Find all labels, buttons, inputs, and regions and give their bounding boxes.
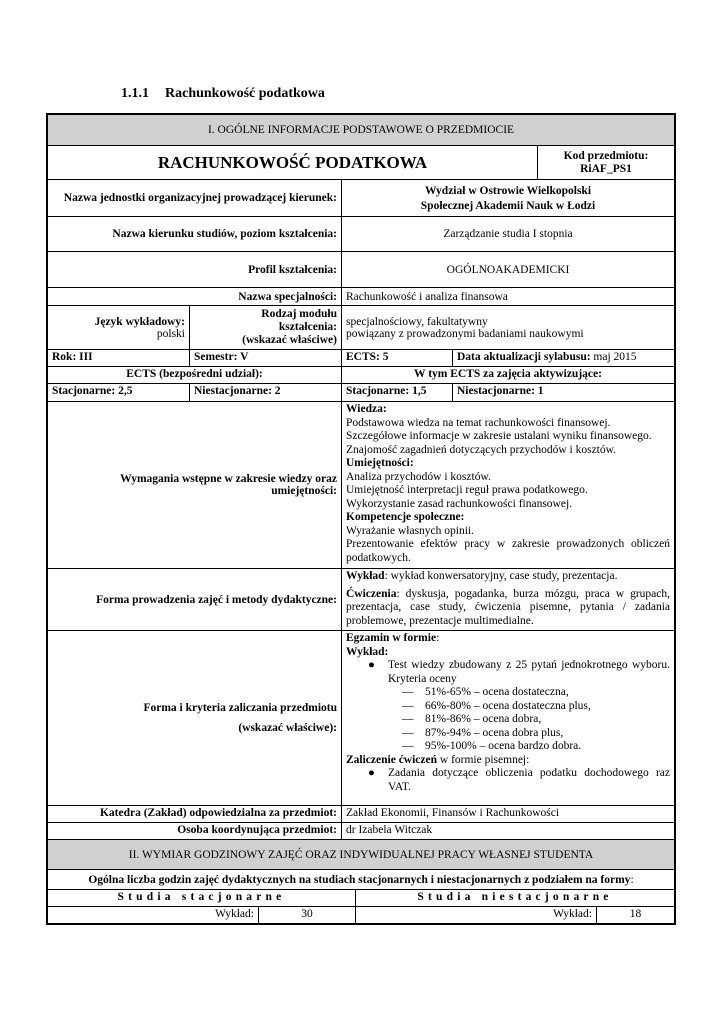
coordinator-label: Osoba koordynująca przedmiot: [177, 824, 337, 836]
test-text: Test wiedzy zbudowany z 25 pytań jednokrotnego wyboru. Kryteria oceny [388, 659, 670, 685]
hours-total-text: Ogólna liczba godzin zajęć dydaktycznych na studiach stacjonarnych i niestacjonarnych z podziałem na formy [88, 873, 631, 886]
specialty-row [48, 287, 674, 305]
module-type-label-3: (wskazać właściwe) [242, 334, 337, 346]
grade-item: — 95%-100% – ocena bardzo dobra. [402, 740, 582, 752]
study-mode-row [48, 889, 674, 906]
ects-cell: ECTS: 5 [341, 350, 452, 366]
grade-text: 95%-100% – ocena bardzo dobra. [425, 740, 582, 752]
grade-item: — 51%-65% – ocena dostateczna, [402, 686, 569, 698]
unit-row [48, 179, 674, 216]
department-value: Zakład Ekonomii, Finansów i Rachunkowości [341, 806, 674, 822]
field-value: Zarządzanie studia I stopnia [341, 217, 674, 251]
hours-total-colon: : [630, 873, 634, 886]
forms-value [341, 569, 674, 630]
criteria-row [48, 630, 674, 805]
unit-line2: Społecznej Akademii Nauk w Łodzi [420, 199, 596, 212]
module-type-label [189, 306, 341, 349]
course-title-row [48, 145, 674, 179]
criteria-value [341, 631, 674, 805]
hours-total-label [48, 870, 674, 889]
exam-heading [346, 632, 670, 646]
year-semester-row [48, 349, 674, 366]
module-type-value-2: powiązany z prowadzonymi badaniami naukowymi [346, 327, 584, 340]
grade-text: 87%-94% – ocena dobra plus, [425, 726, 564, 739]
ects-stat-active: Stacjonarne: 1,5 [341, 384, 452, 401]
module-type-value [341, 306, 674, 349]
stationary-label: Studia stacjonarne [117, 891, 286, 903]
grade-text: 51%-65% – ocena dostateczna, [425, 686, 569, 698]
unit-value [341, 180, 674, 216]
course-code-label: Kod przedmiotu: [563, 150, 649, 162]
syllabus-table [46, 113, 676, 925]
coordinator-row [48, 822, 674, 839]
course-name: RACHUNKOWOŚĆ PODATKOWA [157, 152, 428, 172]
exam-heading-text: Egzamin w formie [346, 632, 437, 644]
section2-title: II. WYMIAR GODZINOWY ZAJĘĆ ORAZ INDYWIDUALNEJ PRACY WŁASNEJ STUDENTA [128, 848, 594, 861]
social-heading: Kompetencje społeczne: [346, 511, 465, 523]
knowledge-item: Znajomość zagadnień dotyczących przychodów i kosztów. [346, 443, 617, 456]
update-label: Data aktualizacji sylabusu: [457, 351, 591, 363]
grade-item: — 87%-94% – ocena dobra plus, [402, 726, 564, 739]
bullet-icon: ● [368, 659, 375, 671]
forms-lecture-head: Wykład [346, 570, 385, 582]
criteria-label [48, 631, 341, 805]
course-code-value: RiAF_PS1 [580, 163, 632, 175]
ects-direct-label: ECTS (bezpośredni udział): [126, 368, 263, 380]
ects-active-label: W tym ECTS za zajęcia aktywizujące: [341, 367, 674, 383]
language-label: Język wykładowy: [94, 315, 185, 328]
exercise-heading [346, 754, 670, 768]
language-module-row [48, 305, 674, 349]
criteria-label-2: (wskazać właściwe): [238, 722, 337, 734]
ects-header-row [48, 366, 674, 383]
grade-item: — 66%-80% – ocena dostateczna plus, [402, 699, 591, 712]
update-value: maj 2015 [593, 351, 637, 363]
forms-lecture-text: : wykład konwersatoryjny, case study, prezentacja. [384, 570, 618, 582]
heading-title: Rachunkowość podatkowa [165, 86, 325, 101]
profile-row [48, 251, 674, 287]
year-cell: Rok: III [52, 351, 93, 363]
specialty-value: Rachunkowość i analiza finansowa [341, 288, 674, 305]
exercise-heading-tail: w formie pisemnej: [437, 753, 530, 766]
knowledge-heading: Wiedza: [346, 403, 387, 415]
task-text: Zadania dotyczące obliczenia podatku dochodowego raz VAT. [388, 767, 670, 793]
language-value: polski [156, 327, 185, 340]
language-cell [48, 306, 189, 349]
department-row [48, 805, 674, 822]
hours-total-row [48, 869, 674, 889]
coordinator-value: dr Izabela Witczak [341, 823, 674, 839]
ects-stat-direct: Stacjonarne: 2,5 [52, 385, 133, 397]
course-code [537, 146, 674, 179]
forms-row [48, 568, 674, 630]
task-bullet [346, 767, 670, 794]
forms-lecture [346, 570, 670, 584]
lecture-label-nonstat: Wykład: [355, 907, 596, 923]
forms-exercise-head: Ćwiczenia [346, 587, 397, 600]
forms-exercise [346, 588, 670, 629]
forms-label: Forma prowadzenia zajęć i metody dydaktyczne: [96, 593, 337, 606]
lecture-label-stat: Wykład: [215, 908, 254, 920]
knowledge-item: Podstawowa wiedza na temat rachunkowości finansowej. [346, 416, 611, 429]
prerequisites-label: Wymagania wstępne w zakresie wiedzy oraz umiejętności: [120, 473, 337, 497]
lecture-hours-nonstat: 18 [596, 907, 674, 923]
grade-item: — 81%-86% – ocena dobra, [402, 713, 542, 725]
profile-value: OGÓLNOAKADEMICKI [341, 252, 674, 287]
grade-text: 81%-86% – ocena dobra, [425, 713, 542, 725]
section1-header-row [48, 115, 674, 145]
grade-text: 66%-80% – ocena dostateczna plus, [425, 699, 591, 712]
unit-line1: Wydział w Ostrowie Wielkopolski [424, 184, 592, 197]
prerequisites-row [48, 401, 674, 568]
criteria-label-1: Forma i kryteria zaliczania przedmiotu [143, 702, 337, 714]
social-item: Prezentowanie efektów pracy w zakresie prowadzonych obliczeń podatkowych. [346, 538, 670, 564]
section2-header-row [48, 839, 674, 869]
test-bullet [346, 659, 670, 686]
ects-nonstat-direct: Niestacjonarne: 2 [189, 384, 341, 401]
department-label: Katedra (Zakład) odpowiedzialna za przedmiot: [99, 807, 337, 819]
skills-item: Wykorzystanie zasad rachunkowości finansowej. [346, 497, 573, 510]
bullet-icon: ● [368, 767, 375, 779]
lecture-hours-stat: 30 [258, 907, 355, 923]
exercise-heading-text: Zaliczenie ćwiczeń [346, 753, 438, 766]
module-type-value-1: specjalnościowy, fakultatywny [346, 315, 488, 328]
section1-title: I. OGÓLNE INFORMACJE PODSTAWOWE O PRZEDMIOCIE [207, 124, 515, 136]
skills-item: Umiejętność interpretacji reguł prawa podatkowego. [346, 484, 588, 496]
update-cell [452, 350, 674, 366]
exam-heading-colon: : [436, 632, 440, 644]
skills-heading: Umiejętności: [346, 457, 414, 469]
module-type-label-2: kształcenia: [278, 321, 337, 333]
skills-item: Analiza przychodów i kosztów. [346, 470, 491, 483]
knowledge-item: Szczegółowe informacje w zakresie ustalani wyniku finansowego. [346, 430, 652, 442]
heading-number: 1.1.1 [121, 86, 149, 101]
semester-cell: Semestr: V [189, 350, 341, 366]
specialty-label: Nazwa specjalności: [238, 290, 337, 303]
section-heading [121, 86, 325, 102]
prerequisites-value [341, 402, 674, 568]
criteria-lecture-heading: Wykład: [346, 645, 389, 658]
field-row [48, 216, 674, 251]
forms-exercise-text: : dyskusja, pogadanka, burza mózgu, praca w grupach, prezentacja, case study, ćwiczenia pisemne, pytania / zadania problemowe, prezentacje multimedialne. [346, 587, 670, 627]
ects-nonstat-active: Niestacjonarne: 1 [452, 384, 674, 401]
social-item: Wyrażanie własnych opinii. [346, 524, 474, 537]
nonstationary-label: Studia niestacjonarne [355, 890, 674, 906]
module-type-label-1: Rodzaj modułu [261, 308, 337, 320]
lecture-hours-row [48, 906, 674, 923]
field-label: Nazwa kierunku studiów, poziom kształcenia: [112, 228, 337, 240]
unit-label: Nazwa jednostki organizacyjnej prowadzącej kierunek: [63, 192, 337, 204]
profile-label: Profil kształcenia: [248, 263, 337, 276]
ects-values-row [48, 383, 674, 401]
